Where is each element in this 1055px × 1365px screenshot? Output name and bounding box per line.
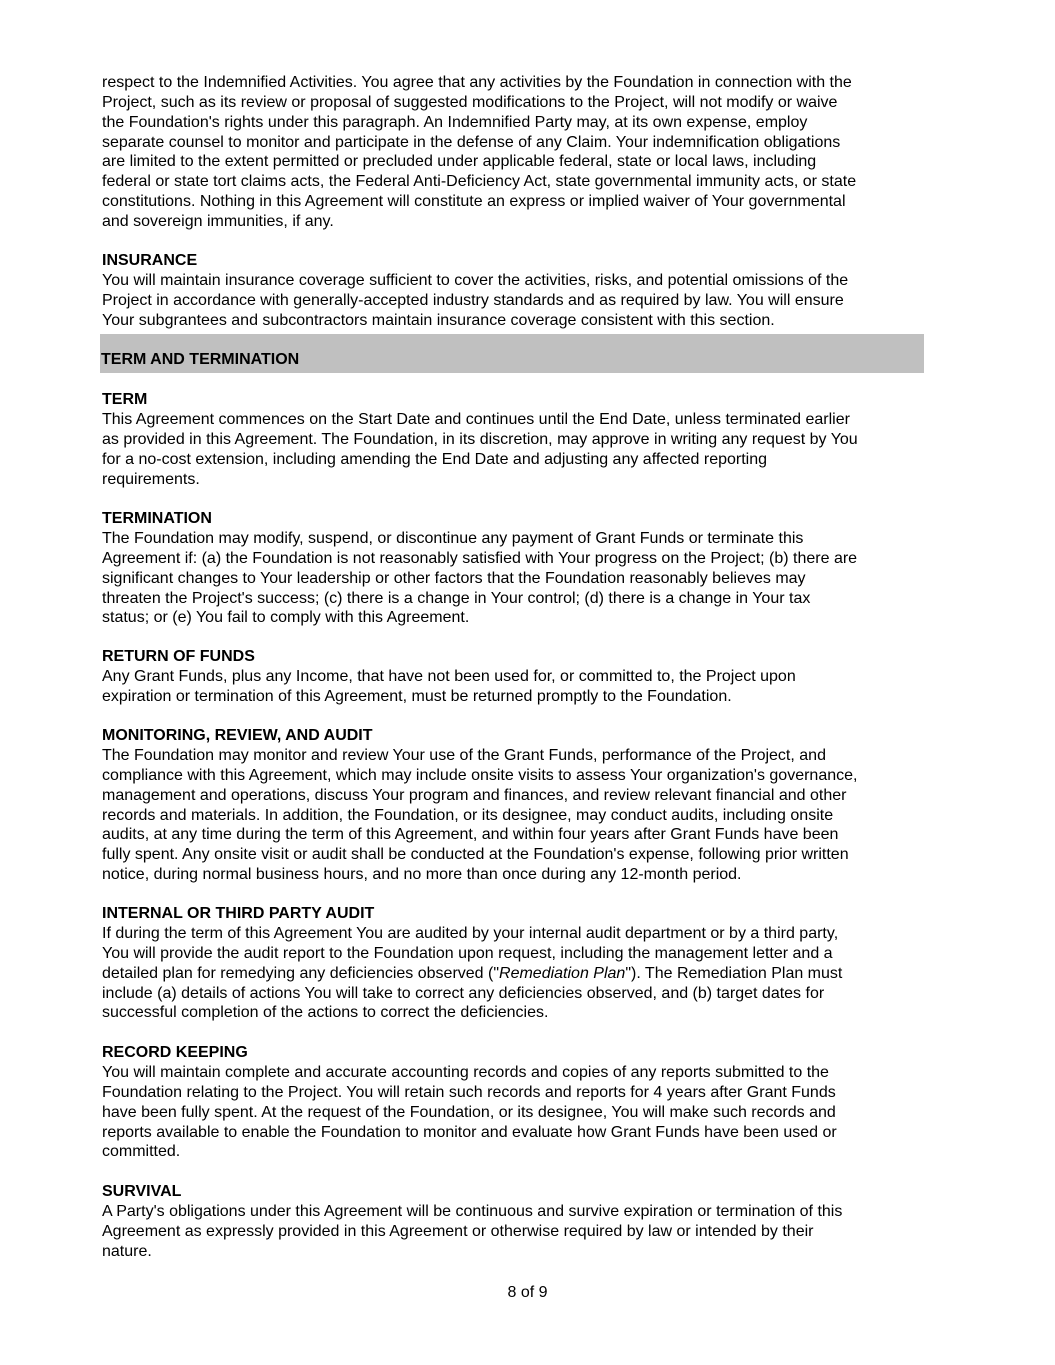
text-line: significant changes to Your leadership or other factors that the Foundation reasonably believes may bbox=[102, 569, 806, 587]
text-line: separate counsel to monitor and participate in the defense of any Claim. Your indemnification obligations bbox=[102, 133, 841, 151]
survival-heading: SURVIVAL bbox=[102, 1183, 182, 1200]
return-of-funds-heading: RETURN OF FUNDS bbox=[102, 648, 255, 665]
text-line: threaten the Project's success; (c) there is a change in Your control; (d) there is a change in Your tax bbox=[102, 589, 811, 607]
text-line: Project in accordance with generally-accepted industry standards and as required by law. You will ensure bbox=[102, 291, 844, 309]
page-number: 8 of 9 bbox=[507, 1284, 548, 1301]
text-line: status; or (e) You fail to comply with this Agreement. bbox=[102, 609, 470, 627]
text-line: for a no-cost extension, including amending the End Date and adjusting any affected reporting bbox=[102, 450, 768, 468]
text-fragment: "). The Remediation Plan must bbox=[625, 964, 843, 982]
indemnification-continuation-paragraph bbox=[102, 73, 856, 232]
text-line: Agreement as expressly provided in this Agreement or otherwise required by law or intended by their bbox=[102, 1222, 814, 1240]
text-line: include (a) details of actions You will take to correct any deficiencies observed, and (b) target dates for bbox=[102, 984, 825, 1002]
text-line: and sovereign immunities, if any. bbox=[102, 212, 334, 230]
text-line: audits, at any time during the term of this Agreement, and within four years after Grant Funds have been bbox=[102, 826, 839, 844]
internal-audit-heading: INTERNAL OR THIRD PARTY AUDIT bbox=[102, 905, 375, 922]
text-line: federal or state tort claims acts, the Federal Anti-Deficiency Act, state governmental immunity acts, or state bbox=[102, 173, 857, 191]
survival-paragraph bbox=[102, 1202, 842, 1262]
text-fragment: detailed plan for remedying any deficiencies observed (" bbox=[102, 964, 500, 982]
internal-audit-paragraph bbox=[102, 924, 842, 1023]
return-of-funds-paragraph bbox=[102, 667, 796, 707]
text-line: If during the term of this Agreement You are audited by your internal audit department or by a third party, bbox=[102, 925, 839, 942]
text-line: are limited to the extent permitted or precluded under applicable federal, state or local laws, including bbox=[102, 153, 817, 171]
text-line: Agreement if: (a) the Foundation is not reasonably satisfied with Your progress on the Project; (b) there are bbox=[102, 549, 858, 567]
text-line bbox=[102, 964, 842, 984]
termination-paragraph bbox=[102, 529, 857, 628]
text-line: notice, during normal business hours, and no more than once during any 12-month period. bbox=[102, 866, 742, 884]
text-line: Project, such as its review or proposal of suggested modifications to the Project, will not modify or waive bbox=[102, 93, 838, 111]
text-line: The Foundation may modify, suspend, or discontinue any payment of Grant Funds or terminate this bbox=[102, 530, 804, 547]
text-line: A Party's obligations under this Agreement will be continuous and survive expiration or termination of this bbox=[102, 1203, 843, 1220]
text-line: successful completion of the actions to correct the deficiencies. bbox=[102, 1004, 549, 1022]
text-line: expiration or termination of this Agreement, must be returned promptly to the Foundation. bbox=[102, 687, 732, 705]
insurance-heading: INSURANCE bbox=[102, 252, 198, 269]
text-line: You will provide the audit report to the Foundation upon request, including the management letter and a bbox=[102, 944, 833, 962]
record-keeping-paragraph bbox=[102, 1063, 837, 1162]
text-line: requirements. bbox=[102, 470, 200, 488]
text-line: constitutions. Nothing in this Agreement will constitute an express or implied waiver of Your governmental bbox=[102, 193, 846, 211]
text-line: management and operations, discuss Your program and finances, and review relevant financial and other bbox=[102, 786, 847, 804]
text-line: respect to the Indemnified Activities. You agree that any activities by the Foundation in connection with the bbox=[102, 74, 852, 91]
text-line: compliance with this Agreement, which may include onsite visits to assess Your organization's governance, bbox=[102, 766, 858, 784]
text-line: You will maintain complete and accurate accounting records and copies of any reports submitted to the bbox=[102, 1064, 829, 1081]
insurance-paragraph bbox=[102, 271, 848, 331]
remediation-plan-term: Remediation Plan bbox=[499, 964, 626, 982]
monitoring-heading: MONITORING, REVIEW, AND AUDIT bbox=[102, 727, 373, 744]
text-line: nature. bbox=[102, 1242, 152, 1260]
section-title: TERM AND TERMINATION bbox=[101, 351, 300, 368]
termination-heading: TERMINATION bbox=[102, 510, 212, 527]
monitoring-paragraph bbox=[102, 746, 857, 885]
text-line: as provided in this Agreement. The Foundation, in its discretion, may approve in writing any request by You bbox=[102, 430, 858, 448]
record-keeping-heading: RECORD KEEPING bbox=[102, 1044, 248, 1061]
text-line: reports available to enable the Foundation to monitor and evaluate how Grant Funds have been used or bbox=[102, 1123, 837, 1141]
text-line: Your subgrantees and subcontractors maintain insurance coverage consistent with this section. bbox=[102, 311, 775, 329]
text-line: Any Grant Funds, plus any Income, that have not been used for, or committed to, the Project upon bbox=[102, 668, 796, 685]
text-line: The Foundation may monitor and review Your use of the Grant Funds, performance of the Project, and bbox=[102, 747, 826, 764]
text-line: You will maintain insurance coverage sufficient to cover the activities, risks, and potential omissions of the bbox=[102, 272, 849, 289]
term-heading: TERM bbox=[102, 391, 148, 408]
text-line: fully spent. Any onsite visit or audit shall be conducted at the Foundation's expense, following prior written bbox=[102, 846, 849, 864]
text-line: have been fully spent. At the request of the Foundation, or its designee, You will make such records and bbox=[102, 1103, 836, 1121]
text-line: records and materials. In addition, the Foundation, or its designee, may conduct audits, including onsite bbox=[102, 806, 834, 824]
text-line: This Agreement commences on the Start Date and continues until the End Date, unless terminated earlier bbox=[102, 411, 850, 428]
text-line: Foundation relating to the Project. You will retain such records and reports for 4 years after Grant Funds bbox=[102, 1083, 836, 1101]
text-line: committed. bbox=[102, 1143, 181, 1161]
term-paragraph bbox=[102, 410, 858, 489]
text-line: the Foundation's rights under this paragraph. An Indemnified Party may, at its own expense, employ bbox=[102, 113, 808, 131]
